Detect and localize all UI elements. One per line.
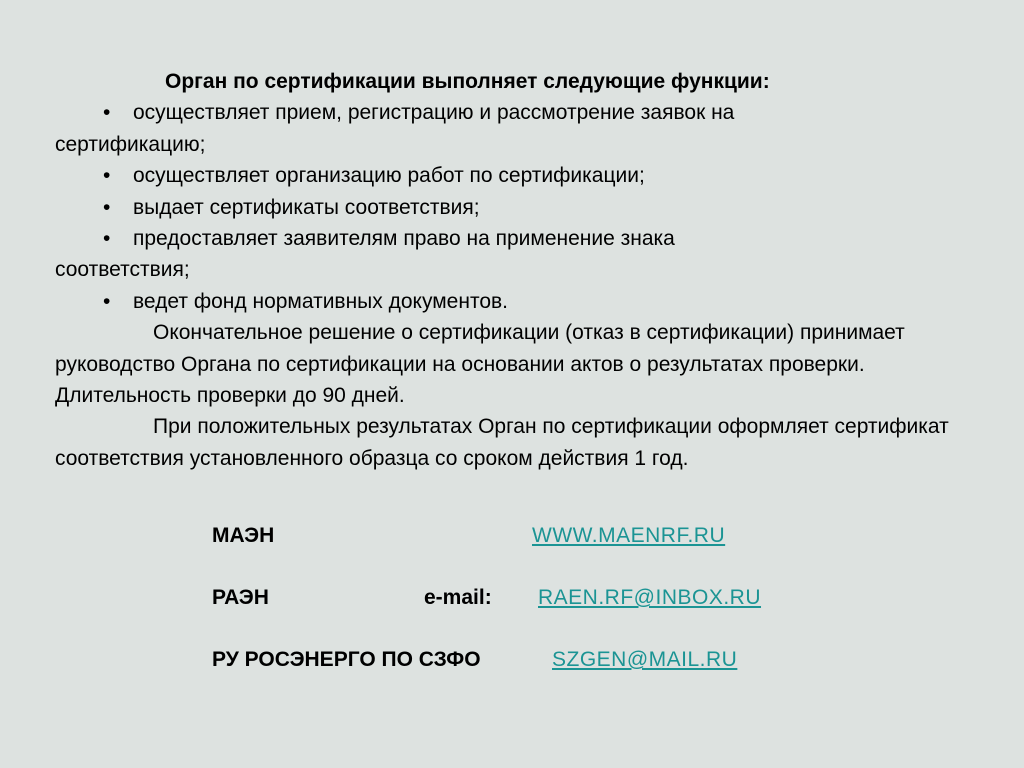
paragraph-result: При положительных результатах Орган по сертификации оформляет сертификат соответствия установленного образца со сроком действия 1 год. <box>55 415 949 470</box>
bullet-item-5 <box>55 286 975 317</box>
bullet-marker: • <box>103 195 111 219</box>
contact-label-raen: РАЭН <box>212 586 269 609</box>
contacts-block <box>212 524 912 678</box>
heading: Орган по сертификации выполняет следующие функции: <box>165 70 770 93</box>
paragraph-decision: Окончательное решение о сертификации (отказ в сертификации) принимает руководство Органа по сертификации на основании актов о результатах проверки. Длительность проверки до 90 дней. <box>55 321 905 408</box>
contact-label-maen: МАЭН <box>212 524 275 547</box>
bullet-marker: • <box>103 164 111 188</box>
bullet-item-2 <box>55 160 975 191</box>
raen-email-link[interactable]: RAEN.RF@INBOX.RU <box>538 586 762 609</box>
bullet-marker: • <box>103 289 111 313</box>
bullet-item-4 <box>55 223 975 254</box>
contact-row-raen <box>212 586 912 648</box>
bullet-item-4-continuation: соответствия; <box>55 258 190 282</box>
bullet-text: осуществляет прием, регистрацию и рассмотрение заявок на <box>133 101 735 125</box>
bullet-item-1 <box>55 97 975 128</box>
main-text <box>55 66 975 474</box>
maen-website-link[interactable]: WWW.MAENRF.RU <box>532 524 726 547</box>
contact-row-maen <box>212 524 912 586</box>
bullet-item-3 <box>55 192 975 223</box>
contact-label-ru: РУ РОСЭНЕРГО ПО СЗФО <box>212 648 481 671</box>
bullet-text: выдает сертификаты соответствия; <box>133 195 480 219</box>
bullet-text: предоставляет заявителям право на применение знака <box>133 227 675 251</box>
bullet-marker: • <box>103 227 111 251</box>
ru-email-link[interactable]: SZGEN@MAIL.RU <box>552 648 738 671</box>
bullet-marker: • <box>103 101 111 125</box>
bullet-text: осуществляет организацию работ по сертификации; <box>133 164 645 188</box>
email-label: e-mail: <box>424 586 492 609</box>
bullet-item-1-continuation: сертификацию; <box>55 132 206 156</box>
bullet-text: ведет фонд нормативных документов. <box>133 289 508 313</box>
contact-row-ru <box>212 648 912 678</box>
